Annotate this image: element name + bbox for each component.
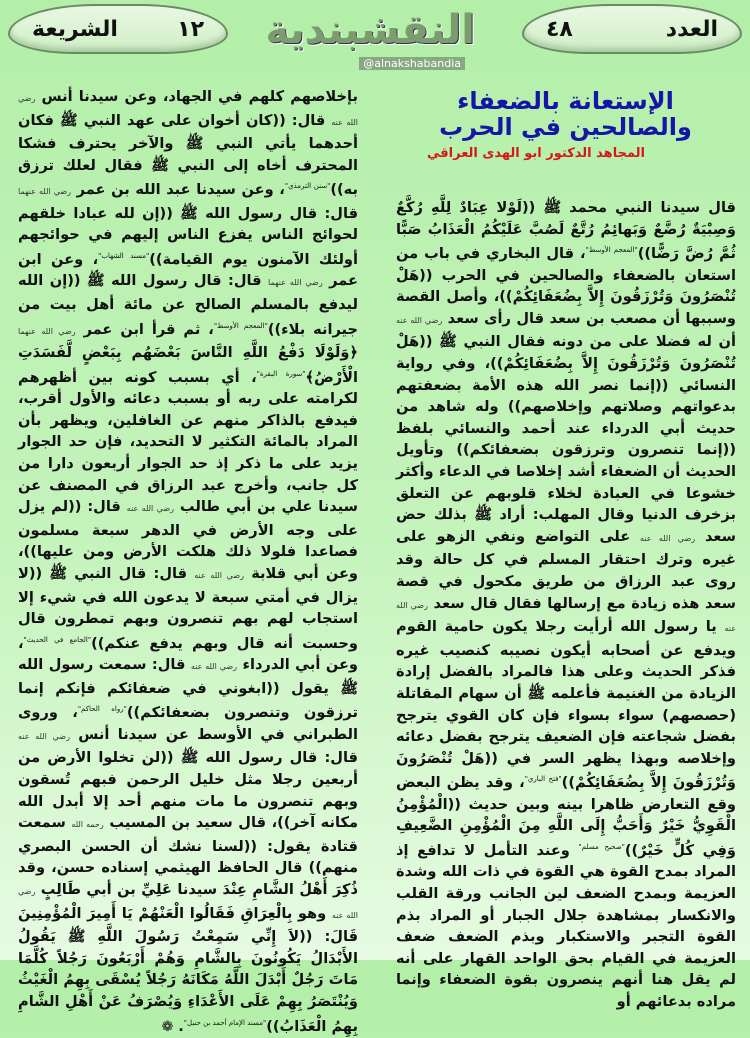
honorific: رضي الله عنه xyxy=(396,315,443,325)
body-text: ، وعن ابن عمر xyxy=(18,250,358,290)
honorific: رحمه الله xyxy=(71,820,104,830)
body-text: ، ثم قرأ ابن عمر xyxy=(75,320,214,338)
source-citation: "المعجم الأوسط" xyxy=(213,321,268,330)
body-text: ، وعن أبي الدرداء xyxy=(18,634,359,674)
body-text: سمعت قتادة يقول: ((لسنا نشك أن الحسن البصري منهم)) قال الحافظ الهيثمي إسناده حسن، وقد ذُكِرَ أَهْلُ الشَّامِ عِنْدَ سيدنا عَلِيِّ بن أبي طَالِبٍ xyxy=(18,814,358,898)
source-citation: "صحيح مسلم" xyxy=(578,842,625,851)
body-text: ، أي بسبب كونه بين أظهرهم لكرامته على ربه أو بسبب دعائه والأول أقرب، فيدفع بالذاكر منهم عن الغافلين، ويظهر بأن المراد بالمائة التكثير لا التحديد، فإن حد الجوار يزيد على ما ذكر إذ حد الجوار أربعون دارا من كل جانب، وأخرج عبد الرزاق في المصنف عن سيدنا علي بن أبي طالب xyxy=(18,368,358,516)
source-citation: "المعجم الأوسط" xyxy=(585,246,638,255)
source-citation: "مسند الشهاب" xyxy=(98,252,150,261)
honorific: رضي الله عنهما xyxy=(268,278,323,288)
body-text: . xyxy=(178,1017,184,1035)
article-author: المجاهد الدكتور ابو الهدى العراقي xyxy=(427,146,645,161)
body-text: وهو بِالْعِرَاقِ فَقَالُوا الْعَنْهُمْ يَا أَمِيرَ الْمُؤْمِنِينَ قَالَ: ((لاَ إِنِّي سَمِعْتُ رَسُولَ اللَّهِ ﷺ يَقُولُ الأَبْدَالُ يَكُونُونَ بِالشَّامِ وَهُمْ أَرْبَعُونَ رَجُلاً كُلَّمَا مَاتَ رَجُلٌ أَبْدَلَ اللَّهُ مَكَانَهُ رَجُلاً يُسْقَى بِهِمُ الْغَيْثُ وَيُنْتَصَرُ بِهِمْ عَلَى الأَعْدَاءِ وَيُصْرَفُ عَنْ أَهْلِ الشَّامِ بِهِمُ الْعَذَابُ)) xyxy=(18,904,358,1035)
section-name: الشريعة xyxy=(32,16,118,42)
body-text: ﴿وَلَوْلَا دَفْعُ اللَّهِ النَّاسَ بَعْضَهُم بِبَعْضٍ لَّفَسَدَتِ الْأَرْضُ﴾ xyxy=(18,344,358,386)
body-text: ، وقد يظن البعض وقع التعارض ظاهرا بينه وبين حديث ((الْمُؤْمِنُ الْقَوِيُّ خَيْرٌ وَأَحَبُّ إِلَى اللَّهِ مِنَ الْمُؤْمِنِ الضَّعِيفِ وَفِي كُلٍّ خَيْرٌ)) xyxy=(396,774,737,859)
issue-banner xyxy=(522,4,742,54)
article-column-left xyxy=(18,86,358,1038)
body-text: على التواضع ونفي الزهو على غيره وترك احتقار المسلم في كل حالة وقد روى عبد الرزاق من طريق مكحول في قصة سعد هذه زيادة مع إرسالها فقال قال سعد xyxy=(396,527,737,612)
body-text: قال: قال رسول الله ﷺ ((إن الله ليدفع بالمسلم الصالح عن مائة أهل بيت من جيرانه بلاء)) xyxy=(18,272,358,338)
body-text: قال: سمعت رسول الله ﷺ يقول ((ابغوني في ضعفائكم فإنكم إنما ترزقون وتنصرون بضعفائكم)) xyxy=(18,656,359,722)
body-text: ، قال البخاري في باب من استعان بالضعفاء والصالحين في الحرب ((هَلْ تُنْصَرُونَ وَتُرْزَقُونَ إِلاَّ بِضُعَفَائِكُمْ))، وأصل القصة وسببها أن مصعب بن سعد قال رأى سعد xyxy=(396,245,736,327)
honorific: رضي الله عنه xyxy=(18,94,358,127)
page-number: ١٢ xyxy=(177,16,204,42)
honorific: رضي الله عنهما xyxy=(18,187,72,197)
honorific: رضي الله عنه xyxy=(18,731,70,741)
source-citation: "رواه الحاكم" xyxy=(77,705,127,714)
source-citation: "سورة البقرة" xyxy=(256,369,306,378)
body-text: قال: ((كان أخوان على عهد النبي ﷺ فكان أحدهما يأتي النبي ﷺ والآخر يحترف فشكا المحترف أخاه إلى النبي ﷺ فقال لعلك ترزق به)) xyxy=(18,111,358,199)
end-ornament-icon: ❁ xyxy=(161,1018,179,1035)
logo xyxy=(265,2,475,70)
issue-number: ٤٨ xyxy=(546,16,573,42)
source-citation: "فتح الباري" xyxy=(524,775,562,784)
body-text: أن له فضلا على من دونه فقال النبي ﷺ ((هَلْ تُنْصَرُونَ وَتُرْزَقُونَ إِلاَّ بِضُعَفَائِكُمْ))، وفي رواية النسائي ((إنما نصر الله هذه الأمة بضعفتهم بدعواتهم وصلاتهم وإخلاصهم)) وله شاهد من حديث أبي الدرداء عند أحمد والنسائي بلفظ ((إنما تنصرون وترزقون بضعفائكم)) وتأويل الحديث أن الضعفاء أشد إخلاصا في الدعاء وأكثر خشوعا في العبادة لخلاء قلوبهم عن التعلق بزخرف الدنيا وقال المهلب: أراد ﷺ بذلك حض سعد xyxy=(396,333,736,545)
body-text: قال: قال رسول الله ﷺ ((إن لله عبادا خلقهم لحوائج الناس يفزع الناس إليهم في حوائجهم أولئك الآمنون يوم القيامة)) xyxy=(18,204,358,268)
body-text: يا رسول الله أرأيت رجلا يكون حامية القوم ويدفع عن أصحابه أيكون نصيبه كنصيب غيره فذكر الحديث وعلى هذا فالمراد بالفضل إرادة الزيادة من الغنيمة فأعلمه ﷺ أن سهام المقاتلة (حصصهم) سواء بسواء فإن كان القوي يترجح بفضل شجاعته فإن الضعيف يترجح بفضل دعائه وإخلاصه وبهذا يظهر السر في ((هَلْ تُنْصَرُونَ وَتُرْزَقُونَ إِلاَّ بِضُعَفَائِكُمْ)) xyxy=(396,618,736,792)
logo-handle: @alnakshabandia xyxy=(359,57,465,70)
honorific: رضي الله عنه xyxy=(194,570,244,580)
body-text: ، وروى الطبراني في الأوسط عن سيدنا أنس xyxy=(18,704,359,743)
honorific: رضي الله عنه xyxy=(18,886,359,920)
honorific: رضي الله عنه xyxy=(396,600,736,634)
source-citation: "الجامع في الحديث" xyxy=(23,635,92,644)
source-citation: "سنن الترمذي" xyxy=(284,182,331,191)
body-text: قال: قال رسول الله ﷺ ((لن تخلوا الأرض من أربعين رجلا مثل خليل الرحمن فبهم تُسقون وبهم تنصرون ما مات منهم أحد إلا أبدل الله مكانه آخر))، قال سعيد بن المسيب xyxy=(18,749,359,832)
honorific: رضي الله عنه xyxy=(126,504,174,514)
issue-label: العدد xyxy=(665,16,718,42)
article-title: الإستعانة بالضعفاء والصالحين في الحرب xyxy=(439,87,692,141)
body-text: وعند التأمل لا تدافع إذ المراد بمدح القوة هي القوة في ذات الله وشدة العزيمة وبمدح الضعف لين الجانب ورقة القلب والانكسار بمشاهدة جلال الجبار أو المراد بذم القوة التجبر والاستكبار وبذم الضعف ضعف العزيمة في القيام بحق الواحد القهار على أنه لم يقل هنا أنهم ينصرون بقوة الضعفاء وإنما مراده بدعائهم أو xyxy=(396,841,736,1010)
body-text: قال: ((لم يزل على وجه الأرض في الدهر سبعة مسلمون فصاعدا فلولا ذلك هلكت الأرض ومن عليها))، وعن أبي قلابة xyxy=(18,498,358,582)
source-citation: "مسند الإمام أحمد بن حنبل" xyxy=(183,1018,267,1027)
body-text: قال سيدنا النبي محمد ﷺ ((لَوْلا عِبَادٌ لِلَّهِ رُكَّعٌ وَصِبْيَةٌ رُضَّعٌ وَبَهائِمُ رُتَّعٌ لَصُبَّ عَلَيْكُمُ الْعَذَابُ صَبًّا ثُمَّ رُضَّ رَضًّا)) xyxy=(396,199,736,263)
page-banner xyxy=(8,4,228,54)
body-text: بإخلاصهم كلهم في الجهاد، وعن سيدنا أنس xyxy=(35,88,358,105)
honorific: رضي الله عنهما xyxy=(18,326,76,336)
body-text: قال: قال النبي ﷺ ((لا يزال في أمتي سبعة لا يدعون الله في شيء إلا استجاب لهم بهم تنصرون وبهم تمطرون قال وحسبت أنه قال وبهم يدفع عنكم)) xyxy=(18,564,358,652)
honorific: رضي الله عنه xyxy=(640,533,696,543)
logo-text: النقشبندية xyxy=(265,7,475,53)
body-text: ، وعن سيدنا عبد الله بن عمر xyxy=(71,181,285,199)
article-column-right xyxy=(396,197,736,1013)
honorific: رضي الله عنه xyxy=(190,662,238,672)
